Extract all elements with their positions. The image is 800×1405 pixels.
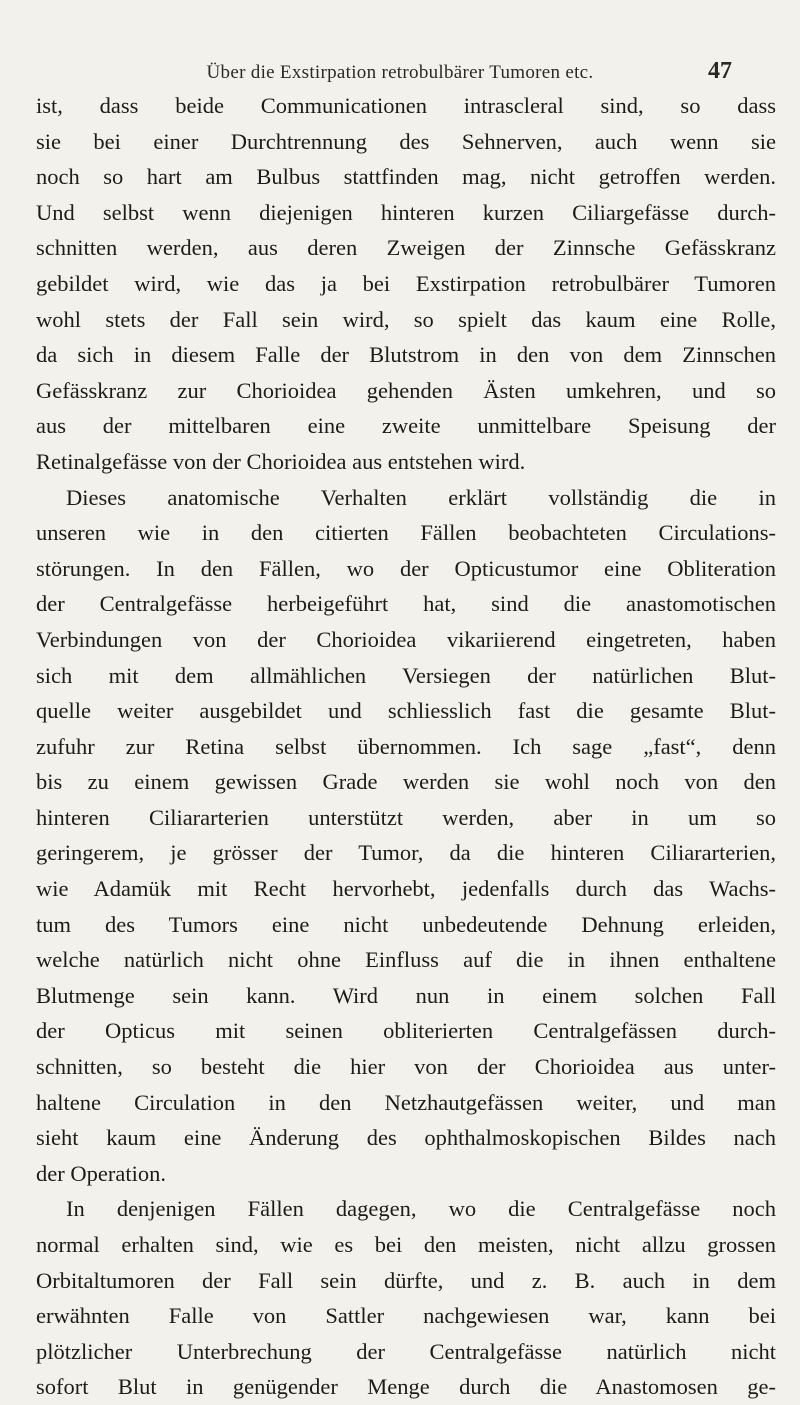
text-line: normal erhalten sind, wie es bei den meisten, nicht allzu grossen — [36, 1232, 776, 1257]
text-line: wohl stets der Fall sein wird, so spielt das kaum eine Rolle, — [36, 306, 776, 332]
text-line: störungen. In den Fällen, wo der Opticustumor eine Obliteration — [36, 555, 776, 581]
text-line: bis zu einem gewissen Grade werden sie wohl noch von den — [36, 769, 776, 795]
text-line: zufuhr zur Retina selbst übernommen. Ich sage „fast“, denn — [36, 733, 776, 759]
text-line: wie Adamük mit Recht hervorhebt, jedenfalls durch das Wachs- — [36, 876, 776, 902]
text-line: Verbindungen von der Chorioidea vikariierend eingetreten, haben — [36, 626, 776, 652]
text-line: sofort Blut in genügender Menge durch die Anastomosen ge- — [36, 1374, 776, 1400]
text-line: erwähnten Falle von Sattler nachgewiesen war, kann bei — [36, 1303, 776, 1329]
text-line: unseren wie in den citierten Fällen beobachteten Circulations- — [36, 520, 776, 546]
text-line: der Operation. — [36, 1160, 166, 1186]
text-line: aus der mittelbaren eine zweite unmittelbare Speisung der — [36, 413, 776, 439]
text-line: tum des Tumors eine nicht unbedeutende Dehnung erleiden, — [36, 911, 776, 937]
text-line: Dieses anatomische Verhalten erklärt vollständig die in — [66, 484, 776, 510]
text-line: quelle weiter ausgebildet und schliesslich fast die gesamte Blut- — [36, 698, 776, 724]
text-line: sie bei einer Durchtrennung des Sehnerven, auch wenn sie — [36, 128, 776, 154]
text-line: sieht kaum eine Änderung des ophthalmoskopischen Bildes nach — [36, 1125, 776, 1151]
text-line: schnitten werden, aus deren Zweigen der Zinnsche Gefässkranz — [36, 235, 776, 261]
text-line: haltene Circulation in den Netzhautgefässen weiter, und man — [36, 1089, 776, 1115]
text-line: In denjenigen Fällen dagegen, wo die Centralgefässe noch — [66, 1196, 776, 1222]
text-line: noch so hart am Bulbus stattfinden mag, nicht getroffen werden. — [36, 164, 776, 190]
text-line: Retinalgefässe von der Chorioidea aus entstehen wird. — [36, 448, 526, 474]
text-line: geringerem, je grösser der Tumor, da die hinteren Ciliararterien, — [36, 840, 776, 866]
text-line: plötzlicher Unterbrechung der Centralgefässe natürlich nicht — [36, 1338, 776, 1364]
text-line: hinteren Ciliararterien unterstützt werden, aber in um so — [36, 804, 776, 830]
text-line: gebildet wird, wie das ja bei Exstirpation retrobulbärer Tumoren — [36, 270, 776, 296]
text-line: der Opticus mit seinen obliterierten Centralgefässen durch- — [36, 1018, 776, 1044]
text-line: da sich in diesem Falle der Blutstrom in den von dem Zinnschen — [36, 342, 776, 368]
running-title: Über die Exstirpation retrobulbärer Tumoren etc. — [206, 62, 594, 83]
body-text — [36, 88, 776, 1405]
text-line: sich mit dem allmählichen Versiegen der natürlichen Blut- — [36, 662, 776, 688]
text-line: Blutmenge sein kann. Wird nun in einem solchen Fall — [36, 982, 776, 1008]
text-line: ist, dass beide Communicationen intrascleral sind, so dass — [36, 93, 776, 118]
text-line: Gefässkranz zur Chorioidea gehenden Ästen umkehren, und so — [36, 377, 776, 403]
text-line: welche natürlich nicht ohne Einfluss auf die in ihnen enthaltene — [36, 947, 776, 973]
text-line: der Centralgefässe herbeigeführt hat, sind die anastomotischen — [36, 591, 776, 617]
page-number: 47 — [708, 58, 732, 84]
text-line: schnitten, so besteht die hier von der Chorioidea aus unter- — [36, 1054, 776, 1080]
text-line: Orbitaltumoren der Fall sein dürfte, und z. B. auch in dem — [36, 1267, 776, 1293]
text-line: Und selbst wenn diejenigen hinteren kurzen Ciliargefässe durch- — [36, 199, 776, 225]
